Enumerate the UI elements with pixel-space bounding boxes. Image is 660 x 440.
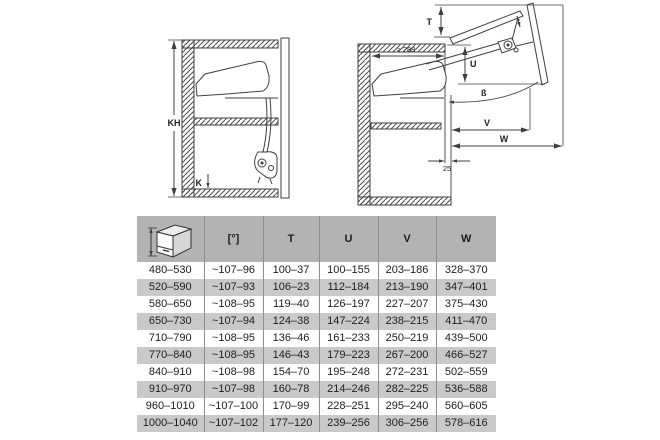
table-cell: 250–219 [378,330,436,347]
table-cell: 439–500 [436,330,496,347]
right-side-wall [358,44,370,205]
table-row [137,296,496,313]
table-row [137,347,496,364]
table-cell: 710–790 [137,330,204,347]
table-cell: 375–430 [436,296,496,313]
w-label: W [499,134,509,144]
angle-label: ß [481,88,487,98]
table-cell: 272–231 [378,364,436,381]
table-cell: 161–233 [319,330,378,347]
lift-mechanism-housing [372,61,446,96]
depth-label: ≥ 288 [396,45,416,54]
table-cell: 295–240 [378,398,436,415]
cabinet-height-icon [145,219,195,259]
table-cell: 466–527 [436,347,496,364]
table-cell: 239–256 [319,415,378,432]
table-cell: 840–910 [137,364,204,381]
table-cell: 146–43 [263,347,319,364]
table-row [137,415,496,432]
left-bottom-wall [182,189,278,197]
table-cell: 520–590 [137,279,204,296]
table-cell: 960–1010 [137,398,204,415]
table-cell: ~107–100 [204,398,263,415]
k-dimension-label: K [195,178,202,188]
table-cell: 480–530 [137,262,204,279]
table-cell: 306–256 [378,415,436,432]
table-cell: 502–559 [436,364,496,381]
table-row [137,398,496,415]
table-cell: 119–40 [263,296,319,313]
table-cell: 1000–1040 [137,415,204,432]
column-header-angle: [°] [204,216,263,262]
table-row [137,330,496,347]
table-cell: 179–223 [319,347,378,364]
table-cell: ~108–98 [204,364,263,381]
table-cell: 228–251 [319,398,378,415]
table-cell: 770–840 [137,347,204,364]
table-cell: 100–37 [263,262,319,279]
table-row [137,364,496,381]
table-cell: 154–70 [263,364,319,381]
t-label: T [426,17,432,27]
table-cell: 136–46 [263,330,319,347]
closed-door-panel [281,38,289,198]
u-label: U [470,59,477,69]
table-cell: 126–197 [319,296,378,313]
table-cell: 147–224 [319,313,378,330]
table-cell: 214–246 [319,381,378,398]
closed-cabinet-diagram [168,38,290,198]
column-header-u: U [319,216,378,262]
v-label: V [483,118,491,128]
right-shelf [371,123,441,129]
table-cell: ~107–98 [204,381,263,398]
table-cell: ~107–93 [204,279,263,296]
spec-table-header [137,216,496,262]
table-cell: 578–616 [436,415,496,432]
left-shelf [194,118,278,125]
table-row [137,313,496,330]
table-cell: 267–200 [378,347,436,364]
table-cell: 910–970 [137,381,204,398]
table-cell: ~108–95 [204,330,263,347]
lower-door-panel [527,3,548,85]
table-cell: 328–370 [436,262,496,279]
right-bottom-wall [358,197,451,205]
lower-catch-fitting [255,152,277,184]
table-cell: ~107–102 [204,415,263,432]
column-header-cabinet-height [137,216,204,262]
column-header-w: W [436,216,496,262]
table-cell: 170–99 [263,398,319,415]
table-cell: 560–605 [436,398,496,415]
opening-angle-arc [449,82,538,102]
table-cell: 203–186 [378,262,436,279]
table-cell: 106–23 [263,279,319,296]
table-row [137,381,496,398]
table-cell: 112–184 [319,279,378,296]
spec-table-body [137,262,496,432]
spec-table [137,216,496,432]
table-cell: 100–155 [319,262,378,279]
table-cell: 227–207 [378,296,436,313]
column-header-v: V [378,216,436,262]
table-cell: ~108–95 [204,347,263,364]
left-top-wall [182,40,278,48]
table-cell: 213–190 [378,279,436,296]
table-cell: 580–650 [137,296,204,313]
clearance-label: 25 [442,164,452,173]
kh-dimension-label: KH [167,118,181,128]
table-cell: 238–215 [378,313,436,330]
open-cabinet-diagram [358,3,563,205]
table-cell: ~107–94 [204,313,263,330]
table-cell: 160–78 [263,381,319,398]
lift-mechanism-folded [196,61,269,96]
table-cell: 124–38 [263,313,319,330]
table-cell: 536–588 [436,381,496,398]
table-cell: 411–470 [436,313,496,330]
table-cell: ~108–95 [204,296,263,313]
left-side-wall [182,40,194,197]
table-cell: 282–225 [378,381,436,398]
table-row [137,279,496,296]
table-cell: 347–401 [436,279,496,296]
table-cell: 177–120 [263,415,319,432]
table-cell: 195–248 [319,364,378,381]
table-cell: 650–730 [137,313,204,330]
table-cell: ~107–96 [204,262,263,279]
table-row [137,262,496,279]
column-header-t: T [263,216,319,262]
technical-drawing [0,0,660,212]
